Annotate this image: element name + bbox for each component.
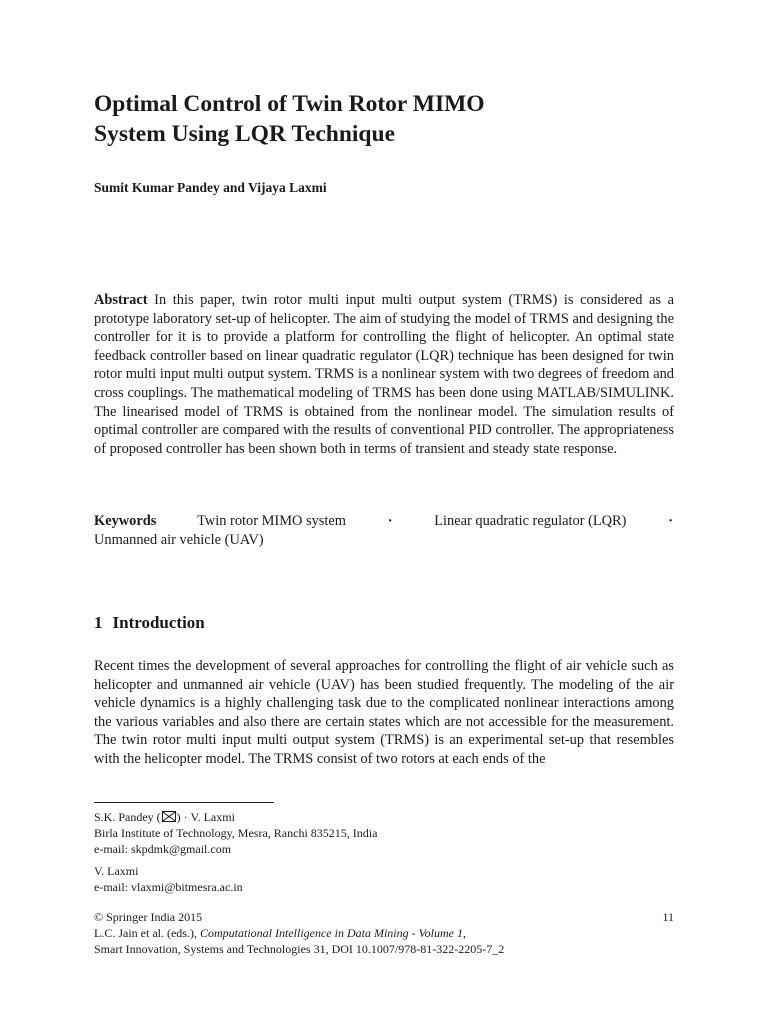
series-doi: Smart Innovation, Systems and Technologies 31, DOI 10.1007/978-81-322-2205-7_2 <box>94 942 505 956</box>
paper-title <box>94 89 674 149</box>
author-list: Sumit Kumar Pandey and Vijaya Laxmi <box>94 180 327 195</box>
book-title-suffix: , <box>462 926 466 940</box>
paper-title-line2: System Using LQR Technique <box>94 121 396 147</box>
book-title: Computational Intelligence in Data Mining - Volume 1 <box>199 926 463 940</box>
footnote-email2: e-mail: vlaxmi@bitmesra.ac.in <box>94 880 243 894</box>
footnote-author2: V. Laxmi <box>190 810 235 824</box>
footnote-separator: · <box>180 810 191 824</box>
keyword-item: Twin rotor MIMO system <box>197 513 346 529</box>
keywords-label: Keywords <box>94 513 157 529</box>
keyword-separator: · <box>668 513 673 529</box>
paper-title-line1: Optimal Control of Twin Rotor MIMO <box>94 91 485 117</box>
page-number: 11 <box>662 910 674 924</box>
author2-footnote <box>94 863 243 895</box>
editors: L.C. Jain et al. (eds.), <box>94 926 197 940</box>
keyword-item: Linear quadratic regulator (LQR) <box>434 513 627 529</box>
section-heading-introduction <box>94 612 205 634</box>
footnote-author1-close: ) <box>176 810 181 824</box>
abstract <box>94 291 674 458</box>
section-number: 1 <box>94 613 103 632</box>
footnote-email1: e-mail: skpdmk@gmail.com <box>94 842 232 856</box>
paper-page <box>94 0 674 1024</box>
abstract-label: Abstract <box>94 292 148 308</box>
copyright-notice: © Springer India 2015 <box>94 910 203 924</box>
footnote-affiliation: Birla Institute of Technology, Mesra, Ranchi 835215, India <box>94 826 378 840</box>
keywords <box>94 512 674 549</box>
keyword-separator: · <box>387 513 393 529</box>
envelope-icon <box>162 811 176 822</box>
footnote-divider <box>94 802 274 803</box>
section-title: Introduction <box>112 613 205 632</box>
author-footnote <box>94 809 377 857</box>
keyword-item: Unmanned air vehicle (UAV) <box>94 531 264 548</box>
introduction-paragraph: Recent times the development of several approaches for controlling the flight of air vehicle such as helicopter and unmanned air vehicle (UAV) has been studied frequently. The modeling of the air vehicle dynamics is a highly challenging task due to the complicated nonlinear interactions among the various variables and also there are certain states which are not accessible for the measurement. The twin rotor multi input multi output system (TRMS) is an experimental set-up that resembles with the helicopter model. The TRMS consist of two rotors at each ends of the <box>94 658 674 767</box>
abstract-text: In this paper, twin rotor multi input multi output system (TRMS) is considered as a prototype laboratory set-up of helicopter. The aim of studying the model of TRMS and designing the controller for it is to provide a platform for controlling the flight of helicopter. An optimal state feedback controller based on linear quadratic regulator (LQR) technique has been designed for twin rotor multi input multi output system. TRMS is a nonlinear system with two degrees of freedom and cross couplings. The mathematical modeling of TRMS has been done using MATLAB/SIMULINK. The linearised model of TRMS is obtained from the nonlinear model. The simulation results of optimal controller are compared with the results of conventional PID controller. The appropriateness of proposed controller has been shown both in terms of transient and steady state response. <box>94 292 674 457</box>
publication-info <box>94 909 674 957</box>
footnote-author1: S.K. Pandey ( <box>94 810 161 824</box>
footnote-author2-name: V. Laxmi <box>94 864 139 878</box>
